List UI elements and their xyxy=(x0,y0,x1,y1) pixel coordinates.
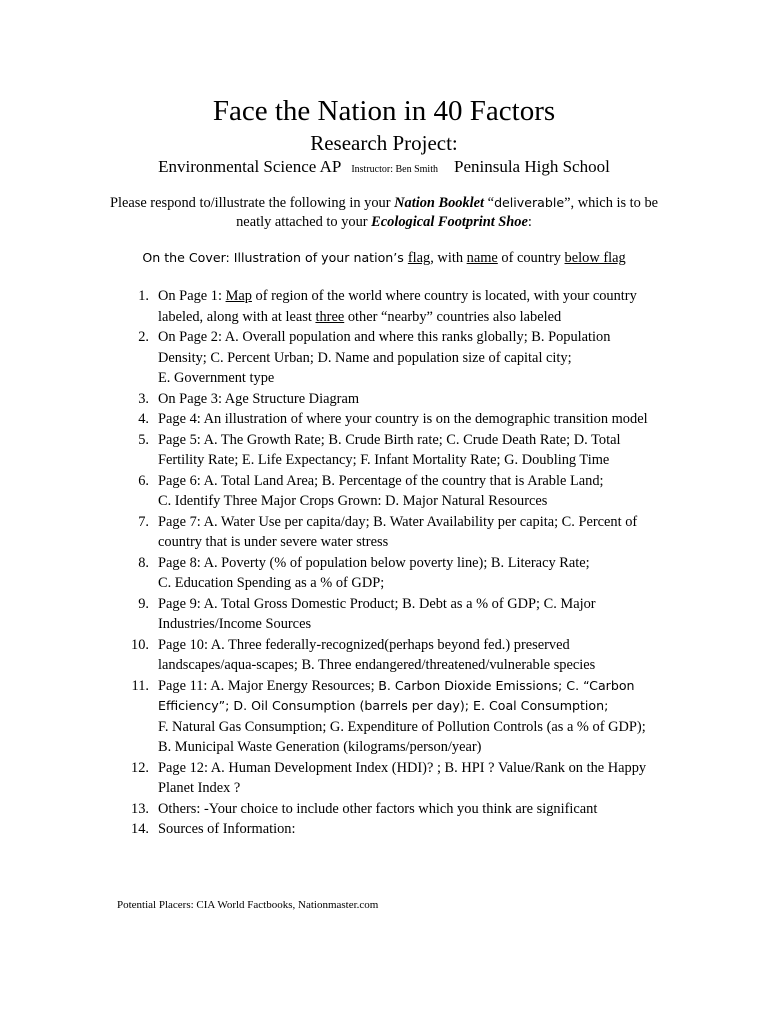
list-item-text: Page 12: A. Human Development Index (HDI)? ; B. HPI ? Value/Rank on the Happy Planet Index ? xyxy=(158,759,647,796)
list-item-text: Others: -Your choice to include other factors which you think are significant xyxy=(158,800,598,817)
document-subtitle: Research Project: xyxy=(310,131,458,155)
list-item-text: Page 8: A. Poverty (% of population below poverty line); B. Literacy Rate; xyxy=(158,554,590,571)
list-item-text: other “nearby” countries also labeled xyxy=(344,308,562,325)
list-item-text: Sources of Information: xyxy=(158,821,296,837)
list-item-text: Page 10: A. Three federally-recognized(perhaps beyond fed.) preserved landscapes/aqua-scapes; B. Three endangered/threatened/vulnerable species xyxy=(158,636,596,673)
list-item-number: 7. xyxy=(138,513,149,530)
list-item xyxy=(115,512,660,553)
intro-text-4: : xyxy=(527,214,532,230)
list-item-number: 1. xyxy=(138,288,149,304)
cover-label: On the Cover: Illustration of your nation’s xyxy=(142,250,408,265)
list-item xyxy=(115,799,660,820)
list-item xyxy=(115,594,660,635)
footprint-shoe-term: Ecological Footprint Shoe xyxy=(371,214,528,230)
list-item-number: 11. xyxy=(131,677,149,694)
document-title: Face the Nation in 40 Factors xyxy=(212,95,556,127)
list-item xyxy=(115,327,660,389)
course-line xyxy=(0,155,768,182)
list-item xyxy=(115,758,660,799)
intro-text-3: ”, which is to be neatly attached to your xyxy=(236,195,659,230)
intro-text-2: “ xyxy=(484,195,495,211)
list-item xyxy=(115,676,660,758)
list-item-text: Page 7: A. Water Use per capita/day; B. Water Availability per capita; C. Percent of country that is under severe water stress xyxy=(158,513,638,550)
list-item-text: of region of the world where country is located, with your country labeled, along with at least xyxy=(158,288,637,325)
cover-below-flag: below flag xyxy=(564,250,626,266)
list-item-text: Page 5: A. The Growth Rate; B. Crude Birth rate; C. Crude Death Rate; D. Total Fertility Rate; E. Life Expectancy; F. Infant Mortality Rate; G. Doubling Time xyxy=(158,431,621,468)
list-item xyxy=(115,389,660,410)
nation-booklet-term: Nation Booklet xyxy=(394,195,485,211)
list-item xyxy=(115,409,660,430)
instructor-name: Instructor: Ben Smith xyxy=(351,164,438,175)
list-item-text: E. Government type xyxy=(158,370,275,386)
list-item xyxy=(115,286,660,327)
list-item-number: 12. xyxy=(131,759,149,776)
three-word: three xyxy=(315,308,345,325)
list-item-text: On Page 3: Age Structure Diagram xyxy=(158,390,360,407)
list-item xyxy=(115,635,660,676)
list-item xyxy=(115,819,660,840)
footer-note: Potential Placers: CIA World Factbooks, Nationmaster.com xyxy=(117,899,379,911)
list-item-text: B. Carbon Dioxide Emissions; C. “Carbon Efficiency”; D. Oil Consumption (barrels per day); E. Coal Consumption; xyxy=(158,677,635,713)
list-item-number: 3. xyxy=(138,390,149,407)
list-item-text: F. Natural Gas Consumption; G. Expenditure of Pollution Controls (as a % of GDP); B. Municipal Waste Generation (kilograms/person/year) xyxy=(158,718,646,755)
list-item xyxy=(115,430,660,471)
cover-name-word: name xyxy=(466,250,498,266)
list-item-text: C. Education Spending as a % of GDP; xyxy=(158,575,385,591)
list-item-number: 13. xyxy=(131,800,149,817)
list-item-number: 8. xyxy=(138,554,149,571)
list-item-number: 4. xyxy=(138,411,149,427)
list-item-text: On Page 1: xyxy=(158,288,226,304)
cover-text-of-country: of country xyxy=(497,250,565,266)
cover-instruction xyxy=(0,248,768,268)
list-item-text: C. Identify Three Major Crops Grown: D. Major Natural Resources xyxy=(158,493,548,509)
list-item-text: Page 4: An illustration of where your country is on the demographic transition model xyxy=(158,411,648,427)
list-item-number: 5. xyxy=(138,431,149,448)
intro-text-1: Please respond to/illustrate the following in your xyxy=(109,195,395,211)
cover-flag-word: flag xyxy=(407,250,431,266)
list-item xyxy=(115,553,660,594)
intro-paragraph xyxy=(100,193,668,232)
list-item-number: 2. xyxy=(138,329,149,345)
list-item-number: 9. xyxy=(138,595,149,612)
list-item-number: 14. xyxy=(131,821,149,837)
list-item-text: Page 6: A. Total Land Area; B. Percentage of the country that is Arable Land; xyxy=(158,472,604,489)
list-item-text: Page 9: A. Total Gross Domestic Product; B. Debt as a % of GDP; C. Major Industries/Income Sources xyxy=(158,595,596,632)
school-name: Peninsula High School xyxy=(454,157,610,176)
deliverable-term: deliverable xyxy=(494,195,565,210)
factor-list xyxy=(115,286,660,840)
list-item-text: On Page 2: A. Overall population and where this ranks globally; B. Population Density; C. Percent Urban; D. Name and population size of capital city; xyxy=(158,329,611,366)
list-item-text: Page 11: A. Major Energy Resources; xyxy=(158,677,379,694)
list-item-number: 6. xyxy=(138,472,149,489)
course-name: Environmental Science AP xyxy=(158,157,342,176)
list-item xyxy=(115,471,660,512)
cover-text-with: , with xyxy=(430,250,467,266)
list-item-number: 10. xyxy=(131,636,149,653)
map-word: Map xyxy=(225,288,252,304)
